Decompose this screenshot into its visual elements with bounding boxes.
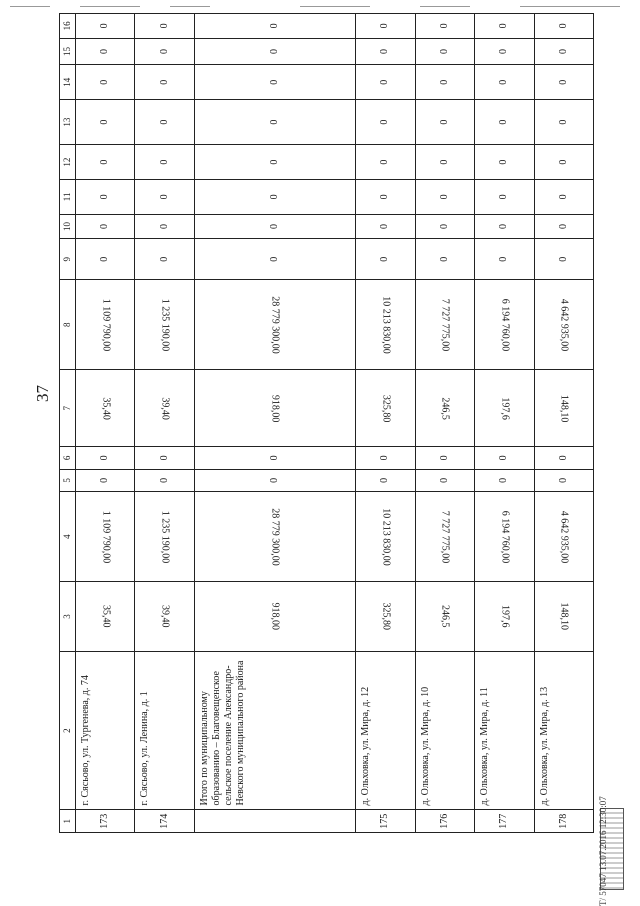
cell-text: 0 [379,159,391,165]
cell-text: 0 [438,79,450,85]
value-cell [194,370,355,447]
cell-text: 0 [557,256,569,262]
cell-text: 0 [158,224,170,230]
value-cell [415,145,474,180]
value-cell [534,239,593,280]
cell-text: 0 [99,23,111,29]
cell-text: 0 [379,23,391,29]
cell-text: 148,10 [558,602,570,631]
value-cell [415,38,474,65]
cell-text: 0 [269,49,281,55]
value-cell [475,447,534,470]
cell-text: 0 [379,119,391,125]
cell-text: 0 [557,23,569,29]
cell-text: д. Ольховка, ул. Мира, д. 12 [360,686,372,806]
value-cell [356,214,415,239]
cell-text: 246,5 [439,396,451,420]
cell-text: 0 [158,455,170,461]
value-cell [76,38,135,65]
value-cell [135,280,194,370]
value-cell [475,179,534,214]
cell-text: 918,00 [270,394,282,422]
value-cell [534,145,593,180]
table-row [194,14,355,833]
value-cell [76,145,135,180]
table-row [415,14,474,833]
data-table [59,13,594,833]
value-cell [194,280,355,370]
column-header: 1 [60,810,76,833]
value-cell [475,469,534,492]
cell-text: 0 [158,477,170,483]
value-cell [415,214,474,239]
value-cell [415,280,474,370]
cell-text: 0 [498,194,510,200]
cell-text: 0 [269,224,281,230]
cell-text: 1 235 190,00 [159,298,171,352]
cell-text: 148,10 [558,394,570,422]
cell-text: 0 [438,23,450,29]
column-header: 5 [60,469,76,492]
value-cell [415,370,474,447]
cell-text: 0 [379,256,391,262]
column-header: 3 [60,582,76,652]
cell-text: 0 [99,119,111,125]
value-cell [135,469,194,492]
cell-text: 0 [158,23,170,29]
cell-text: 0 [99,224,111,230]
rotated-table-container [59,13,594,833]
cell-text: 325,80 [380,602,392,631]
cell-text: 35,40 [100,396,112,420]
value-cell [534,447,593,470]
cell-text: 197,6 [499,396,511,420]
value-cell [76,582,135,652]
cell-text: 10 213 830,00 [380,296,392,354]
cell-text: 0 [557,477,569,483]
cell-text: 4 642 935,00 [558,510,570,563]
value-cell [76,280,135,370]
cell-text: 1 109 790,00 [100,298,112,352]
cell-text: 0 [269,477,281,483]
address-cell [534,651,593,810]
cell-text: г. Сясьово, ул. Тургенева, д. 74 [80,675,91,806]
value-cell [356,582,415,652]
row-number-cell [194,810,355,833]
cell-text: 0 [379,477,391,483]
cell-text: 197,6 [499,605,511,628]
cell-text: 0 [269,119,281,125]
cell-text: Итого по муниципальному образованию – Благовещенское сельское поселение Александро-Невского муниципального района [198,660,246,806]
cell-text: 0 [269,23,281,29]
cell-text: 175 [379,813,391,829]
column-header: 9 [60,239,76,280]
value-cell [475,492,534,582]
value-cell [356,469,415,492]
cell-text: 0 [158,256,170,262]
value-cell [475,239,534,280]
table-row [76,14,135,833]
value-cell [356,370,415,447]
value-cell [194,239,355,280]
value-cell [415,100,474,145]
value-cell [415,239,474,280]
value-cell [475,370,534,447]
cell-text: 39,40 [159,605,171,628]
cell-text: 28 779 300,00 [270,296,282,354]
address-cell [356,651,415,810]
table-row [135,14,194,833]
value-cell [194,179,355,214]
page-number: 37 [33,385,52,402]
cell-text: 0 [438,224,450,230]
cell-text: 0 [99,79,111,85]
value-cell [356,145,415,180]
value-cell [475,145,534,180]
cell-text: 39,40 [159,396,171,420]
address-cell [76,651,135,810]
cell-text: 35,40 [100,605,112,628]
value-cell [135,14,194,39]
cell-text: д. Ольховка, ул. Мира, д. 10 [419,686,431,806]
row-number-cell [76,810,135,833]
value-cell [76,447,135,470]
value-cell [475,214,534,239]
cell-text: 4 642 935,00 [558,298,570,352]
value-cell [76,239,135,280]
value-cell [534,214,593,239]
cell-text: 325,80 [380,394,392,422]
cell-text: 0 [379,224,391,230]
cell-text: 0 [498,455,510,461]
cell-text: 0 [379,49,391,55]
value-cell [76,65,135,100]
cell-text: 6 194 760,00 [499,510,511,563]
value-cell [135,100,194,145]
value-cell [534,100,593,145]
row-number-cell [356,810,415,833]
cell-text: г. Сясьово, ул. Ленина, д. 1 [139,691,151,806]
value-cell [76,492,135,582]
value-cell [194,492,355,582]
value-cell [135,239,194,280]
cell-text: 0 [438,477,450,483]
row-number-cell [475,810,534,833]
cell-text: 0 [438,194,450,200]
value-cell [356,100,415,145]
value-cell [194,145,355,180]
cell-text: 173 [99,813,111,829]
value-cell [415,469,474,492]
cell-text: 0 [438,256,450,262]
value-cell [415,65,474,100]
value-cell [194,100,355,145]
value-cell [76,370,135,447]
value-cell [135,65,194,100]
value-cell [135,145,194,180]
cell-text: 0 [99,194,111,200]
address-cell [475,651,534,810]
cell-text: 0 [498,256,510,262]
value-cell [475,280,534,370]
cell-text: 0 [498,79,510,85]
cell-text: 0 [557,224,569,230]
cell-text: 0 [438,455,450,461]
column-header: 10 [60,214,76,239]
cell-text: 0 [498,49,510,55]
cell-text: 0 [99,256,111,262]
column-header-row [60,14,76,833]
cell-text: 0 [498,224,510,230]
value-cell [356,239,415,280]
column-header: 16 [60,14,76,39]
table-row [356,14,415,833]
value-cell [135,179,194,214]
value-cell [475,582,534,652]
value-cell [534,65,593,100]
value-cell [356,447,415,470]
cell-text: 0 [99,455,111,461]
column-header: 11 [60,179,76,214]
value-cell [534,179,593,214]
value-cell [356,492,415,582]
cell-text: 0 [158,194,170,200]
value-cell [135,582,194,652]
value-cell [415,447,474,470]
cell-text: 0 [498,119,510,125]
cell-text: 1 235 190,00 [159,510,171,563]
cell-text: 0 [99,159,111,165]
cell-text: 0 [158,79,170,85]
column-header: 14 [60,65,76,100]
value-cell [356,179,415,214]
table-row [475,14,534,833]
cell-text: 918,00 [270,602,282,631]
value-cell [415,492,474,582]
column-header: 4 [60,492,76,582]
column-header: 7 [60,370,76,447]
value-cell [76,14,135,39]
column-header: 2 [60,651,76,810]
cell-text: 0 [557,194,569,200]
cell-text: 178 [557,813,569,829]
address-cell [194,651,355,810]
value-cell [135,370,194,447]
value-cell [76,469,135,492]
footer-text: Т/ 57047 13.07.2016 12:30:07 [598,796,608,906]
address-cell [415,651,474,810]
value-cell [534,38,593,65]
cell-text: 0 [498,23,510,29]
cell-text: 0 [438,159,450,165]
column-header: 15 [60,38,76,65]
value-cell [475,38,534,65]
value-cell [356,65,415,100]
column-header: 6 [60,447,76,470]
cell-text: 0 [158,49,170,55]
cell-text: 7 727 775,00 [439,510,451,563]
value-cell [76,214,135,239]
cell-text: 0 [557,79,569,85]
cell-text: 0 [269,79,281,85]
table-body [76,14,594,833]
value-cell [534,469,593,492]
value-cell [534,582,593,652]
cell-text: 0 [158,159,170,165]
cell-text: 0 [438,49,450,55]
table-row [534,14,593,833]
row-number-cell [135,810,194,833]
row-number-cell [534,810,593,833]
cell-text: 0 [557,49,569,55]
value-cell [534,280,593,370]
cell-text: 10 213 830,00 [380,507,392,566]
cell-text: 0 [557,119,569,125]
cell-text: 177 [498,813,510,829]
value-cell [415,14,474,39]
cell-text: 28 779 300,00 [270,507,282,566]
cell-text: 0 [557,455,569,461]
row-number-cell [415,810,474,833]
cell-text: 0 [498,159,510,165]
value-cell [356,38,415,65]
value-cell [534,370,593,447]
value-cell [194,65,355,100]
value-cell [76,179,135,214]
cell-text: 0 [269,159,281,165]
cell-text: 1 109 790,00 [100,510,112,563]
value-cell [534,492,593,582]
cell-text: 246,5 [439,605,451,628]
cell-text: 0 [498,477,510,483]
value-cell [475,14,534,39]
value-cell [194,582,355,652]
column-header: 13 [60,100,76,145]
cell-text: 0 [379,79,391,85]
cell-text: 0 [557,159,569,165]
value-cell [356,14,415,39]
value-cell [135,214,194,239]
value-cell [194,14,355,39]
value-cell [194,447,355,470]
cell-text: 174 [158,813,170,829]
cell-text: 6 194 760,00 [499,298,511,352]
cell-text: 0 [99,477,111,483]
cell-text: 0 [269,194,281,200]
value-cell [415,179,474,214]
cell-text: 0 [438,119,450,125]
cell-text: 0 [269,256,281,262]
cell-text: д. Ольховка, ул. Мира, д. 11 [479,687,491,806]
value-cell [76,100,135,145]
value-cell [475,100,534,145]
cell-text: 176 [438,813,450,829]
address-cell [135,651,194,810]
value-cell [135,447,194,470]
cell-text: 0 [269,455,281,461]
cell-text: 7 727 775,00 [439,298,451,352]
value-cell [135,492,194,582]
cell-text: 0 [379,194,391,200]
value-cell [356,280,415,370]
value-cell [135,38,194,65]
value-cell [194,38,355,65]
value-cell [475,65,534,100]
cell-text: 0 [99,49,111,55]
cell-text: 0 [379,455,391,461]
column-header: 12 [60,145,76,180]
value-cell [194,214,355,239]
cell-text: д. Ольховка, ул. Мира, д. 13 [538,686,550,806]
value-cell [194,469,355,492]
value-cell [534,14,593,39]
cell-text: 0 [158,119,170,125]
column-header: 8 [60,280,76,370]
value-cell [415,582,474,652]
